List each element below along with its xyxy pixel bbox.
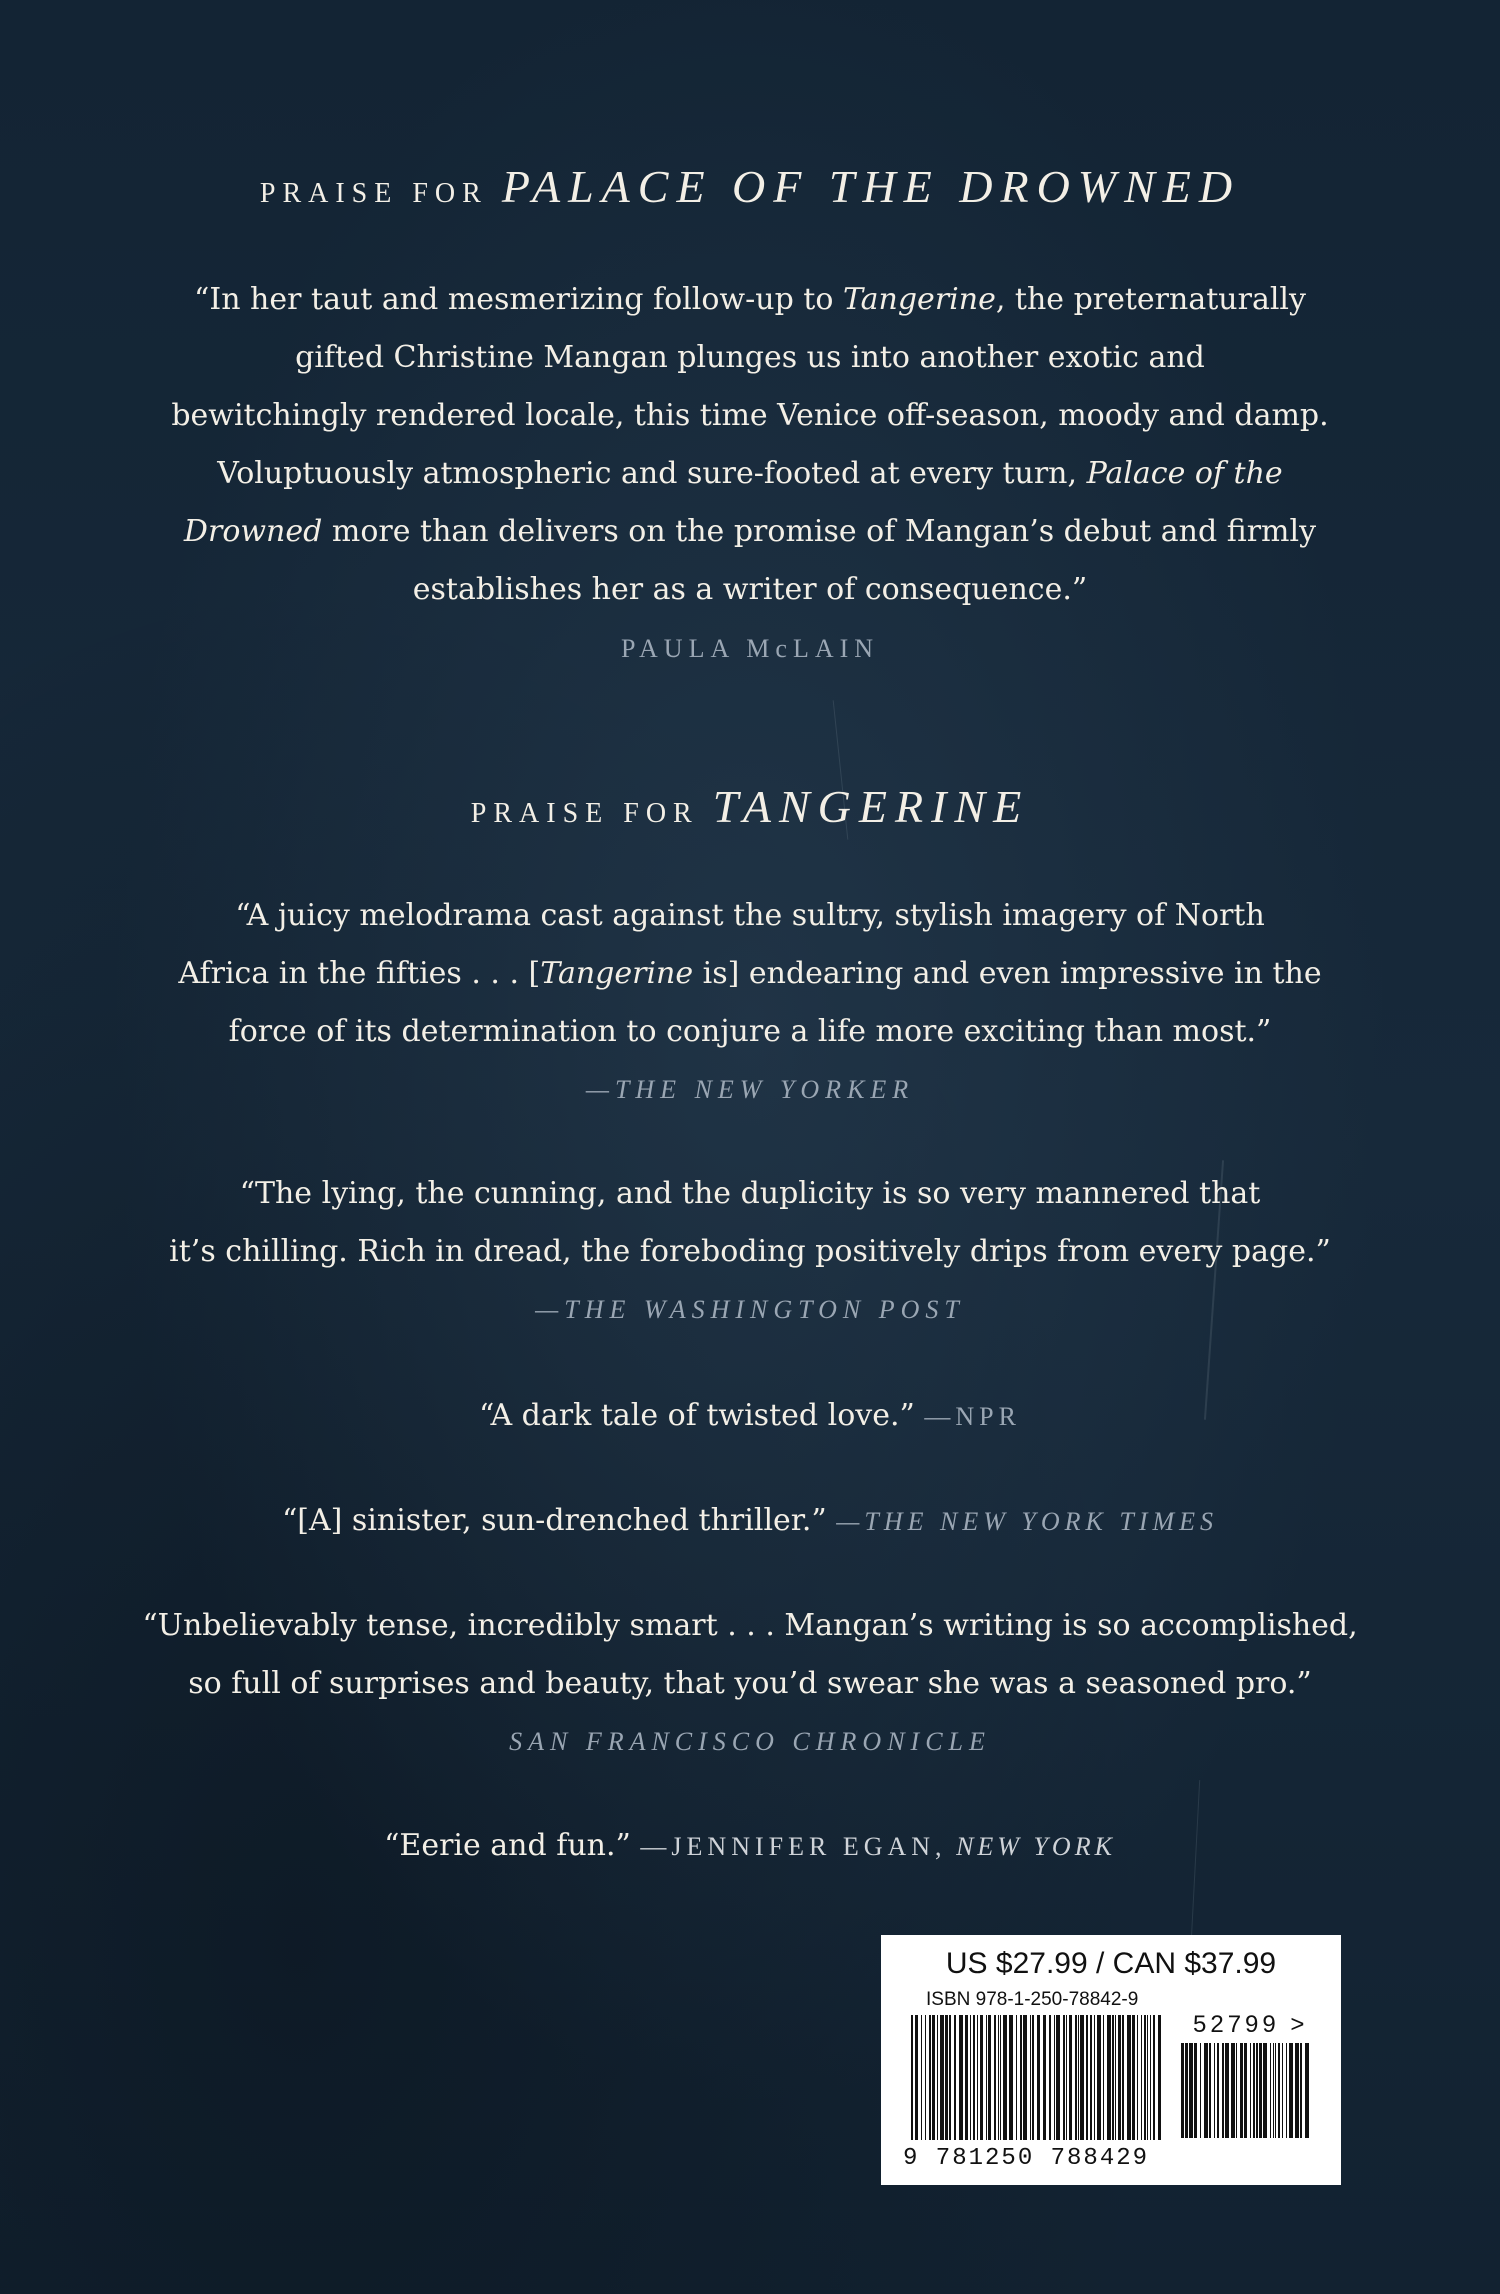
barcode-bar (1222, 2043, 1224, 2138)
barcode-bar (937, 2015, 938, 2140)
barcode-bar (998, 2015, 999, 2140)
ean-barcode (911, 2015, 1161, 2150)
barcode-bar (945, 2015, 948, 2140)
barcode-bar (1240, 2043, 1243, 2138)
barcode-bar (1295, 2043, 1299, 2138)
quote-line: “A juicy melodrama cast against the sultry, stylish imagery of North (235, 898, 1265, 933)
egan-author: —JENNIFER EGAN, (640, 1832, 947, 1861)
barcode-bar (932, 2015, 935, 2140)
barcode-bar (1049, 2015, 1051, 2140)
tangerine-title: TANGERINE (712, 781, 1030, 832)
barcode-bar (954, 2015, 956, 2140)
egan-publication: NEW YORK (956, 1832, 1116, 1861)
quote-line: “Unbelievably tense, incredibly smart . . . Mangan’s writing is so accomplished, (142, 1608, 1358, 1643)
addon-number: 52799 > (1193, 2011, 1309, 2038)
nyt-quote: “[A] sinister, sun-drenched thriller.” —THE NEW YORK TIMES (281, 1503, 1219, 1538)
washington-post-attribution: —THE WASHINGTON POST (535, 1295, 965, 1324)
palace-praise-heading (0, 160, 1500, 213)
barcode-bar (1023, 2015, 1027, 2140)
barcode-bar (1097, 2015, 1101, 2140)
barcode-bar (1209, 2043, 1211, 2138)
barcode-bar (980, 2015, 983, 2140)
barcode-bar (1141, 2015, 1142, 2140)
barcode-bar (1200, 2043, 1201, 2138)
barcode-bar (1016, 2015, 1017, 2140)
quote-line: bewitchingly rendered locale, this time Venice off-season, moody and damp. (171, 398, 1329, 433)
paula-mclain-attribution: PAULA McLAIN (620, 634, 880, 663)
quote-line: establishes her as a writer of consequence.” (412, 572, 1088, 607)
barcode-bar (970, 2015, 971, 2140)
barcode-bar (1305, 2043, 1309, 2138)
barcode-bar (1150, 2015, 1151, 2140)
price-barcode-box (881, 1935, 1341, 2185)
praise-for-label: PRAISE FOR (470, 798, 699, 829)
barcode-bar (1054, 2015, 1055, 2140)
barcode-bar (994, 2015, 996, 2140)
barcode-bar (1009, 2015, 1013, 2140)
barcode-bar (1217, 2043, 1219, 2138)
barcode-bar (1127, 2015, 1131, 2140)
barcode-bar (1037, 2015, 1040, 2140)
quote-line: gifted Christine Mangan plunges us into another exotic and (295, 340, 1205, 375)
barcode-bar (1153, 2015, 1155, 2140)
barcode-bar (1063, 2015, 1065, 2140)
barcode-bar (1282, 2043, 1283, 2138)
barcode-bar (1144, 2015, 1146, 2140)
barcode-bar (986, 2015, 987, 2140)
barcode-bar (1256, 2043, 1258, 2138)
barcode-bar (921, 2015, 922, 2140)
barcode-bar (965, 2015, 968, 2140)
barcode-bar (949, 2015, 951, 2140)
barcode-bar (1236, 2043, 1237, 2138)
npr-attribution: —NPR (924, 1402, 1021, 1431)
palace-title: PALACE OF THE DROWNED (501, 161, 1241, 212)
barcode-bar (1263, 2043, 1267, 2138)
barcode-bar (1056, 2015, 1060, 2140)
sf-chronicle-quote (0, 1597, 1500, 1713)
jennifer-egan-quote: “Eerie and fun.” —JENNIFER EGAN, NEW YORK (384, 1828, 1116, 1863)
nyt-attribution: —THE NEW YORK TIMES (836, 1507, 1219, 1536)
isbn-label: ISBN 978-1-250-78842-9 (926, 1989, 1139, 2010)
barcode-bar (1244, 2043, 1247, 2138)
addon-barcode (1181, 2043, 1311, 2163)
barcode-bar (1030, 2015, 1031, 2140)
barcode-bar (925, 2015, 926, 2140)
barcode-bar (1278, 2043, 1280, 2138)
sf-chronicle-attribution: SAN FRANCISCO CHRONICLE (509, 1727, 991, 1756)
quote-line: it’s chilling. Rich in dread, the foreboding positively drips from every page.” (169, 1234, 1331, 1269)
barcode-bar (1043, 2015, 1046, 2140)
barcode-bar (1122, 2015, 1124, 2140)
barcode-bar (1259, 2043, 1262, 2138)
barcode-bar (1225, 2043, 1229, 2138)
barcode-bar (1003, 2015, 1007, 2140)
barcode-bar (1103, 2015, 1104, 2140)
barcode-bar (1090, 2015, 1092, 2140)
quote-line: “The lying, the cunning, and the duplicity is so very mannered that (239, 1176, 1261, 1211)
barcode-bar (940, 2015, 944, 2140)
praise-for-label: PRAISE FOR (259, 178, 488, 209)
new-yorker-attribution: —THE NEW YORKER (585, 1075, 915, 1104)
quote-line: Drowned more than delivers on the promise of Mangan’s debut and firmly (183, 514, 1317, 549)
barcode-bar (1158, 2015, 1161, 2140)
ean-number: 9 781250 788429 (903, 2145, 1150, 2172)
barcode-bar (1253, 2043, 1255, 2138)
barcode-bar (1181, 2043, 1184, 2138)
barcode-bar (1194, 2043, 1197, 2138)
barcode-bar (1107, 2015, 1111, 2140)
quote-line: “In her taut and mesmerizing follow-up to Tangerine, the preternaturally (194, 282, 1306, 317)
barcode-bar (1137, 2015, 1138, 2140)
barcode-bar (1231, 2043, 1235, 2138)
barcode-bar (1250, 2043, 1251, 2138)
npr-quote: “A dark tale of twisted love.” —NPR (479, 1398, 1021, 1433)
barcode-bar (973, 2015, 975, 2140)
barcode-bar (911, 2015, 913, 2140)
barcode-bar (1289, 2043, 1293, 2138)
barcode-bar (929, 2015, 931, 2140)
barcode-bar (1066, 2015, 1067, 2140)
barcode-bar (988, 2015, 991, 2140)
barcode-bar (1115, 2015, 1116, 2140)
barcode-bar (1189, 2043, 1193, 2138)
barcode-bar (1300, 2043, 1302, 2138)
barcode-bar (959, 2015, 963, 2140)
barcode-bar (1286, 2043, 1287, 2138)
paula-mclain-quote (0, 271, 1500, 619)
barcode-bar (1080, 2015, 1084, 2140)
barcode-bar (1000, 2015, 1001, 2140)
barcode-bar (1075, 2015, 1077, 2140)
barcode-bar (1118, 2015, 1121, 2140)
barcode-bar (1214, 2043, 1215, 2138)
price-label: US $27.99 / CAN $37.99 (945, 1947, 1277, 1980)
tangerine-praise-heading (0, 780, 1500, 833)
barcode-bar (1273, 2043, 1274, 2138)
barcode-bar (1132, 2015, 1135, 2140)
barcode-bar (1069, 2015, 1072, 2140)
barcode-bar (1275, 2043, 1276, 2138)
barcode-bar (1020, 2015, 1022, 2140)
barcode-bar (977, 2015, 978, 2140)
barcode-bar (1147, 2015, 1148, 2140)
barcode-bar (1086, 2015, 1088, 2140)
quote-line: so full of surprises and beauty, that you’d swear she was a seasoned pro.” (188, 1666, 1312, 1701)
quote-line: Voluptuously atmospheric and sure-footed at every turn, Palace of the (217, 456, 1283, 491)
barcode-bar (1078, 2015, 1079, 2140)
barcode-bar (1204, 2043, 1208, 2138)
barcode-bar (1270, 2043, 1271, 2138)
barcode-bar (1094, 2015, 1095, 2140)
barcode-bar (1185, 2043, 1188, 2138)
washington-post-quote (0, 1165, 1500, 1281)
quote-line: force of its determination to conjure a life more exciting than most.” (228, 1014, 1272, 1049)
barcode-bar (915, 2015, 918, 2140)
barcode-bar (1032, 2015, 1034, 2140)
quote-line: Africa in the fifties . . . [Tangerine is] endearing and even impressive in the (178, 956, 1322, 991)
new-yorker-quote (0, 887, 1500, 1061)
barcode-bar (1112, 2015, 1114, 2140)
